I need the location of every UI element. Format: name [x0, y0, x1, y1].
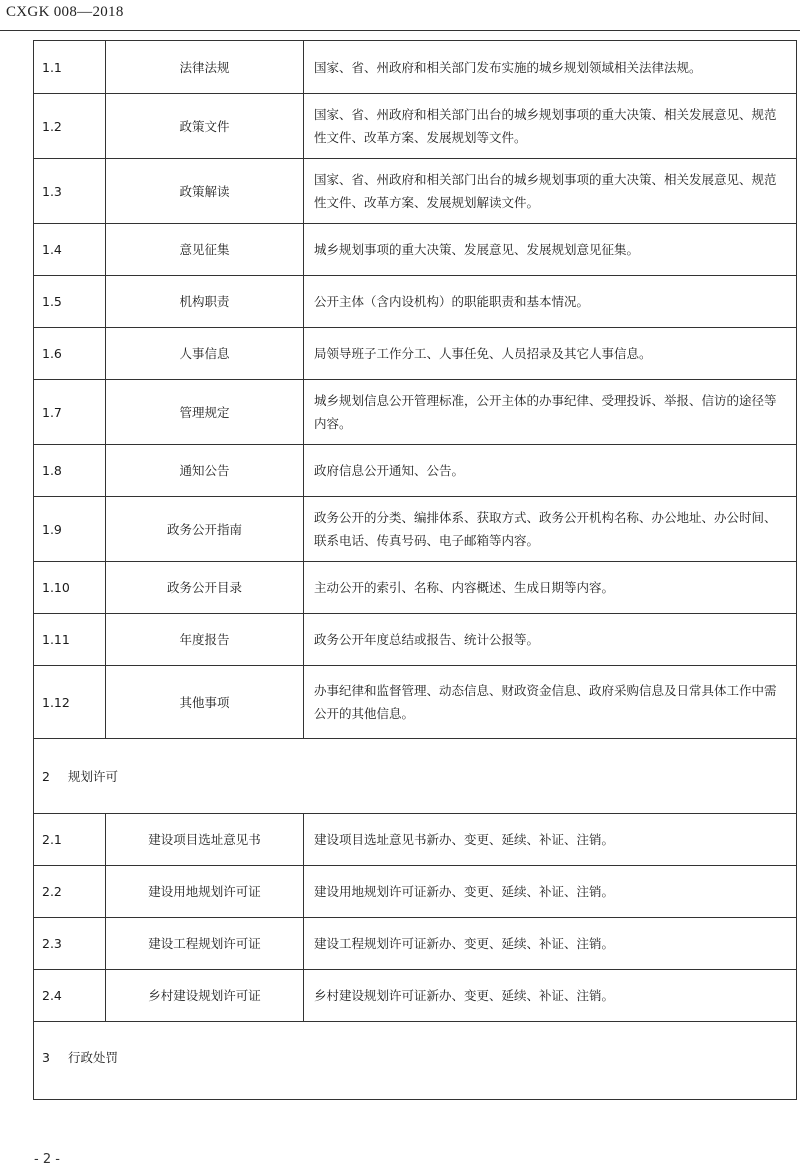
item-name: 建设工程规划许可证 — [106, 918, 304, 970]
item-description: 建设项目选址意见书新办、变更、延续、补证、注销。 — [304, 814, 797, 866]
item-number: 2.4 — [34, 970, 106, 1022]
item-number: 1.9 — [34, 497, 106, 562]
item-description: 政务公开年度总结或报告、统计公报等。 — [304, 614, 797, 666]
section-heading-row — [34, 1022, 797, 1100]
item-description: 公开主体（含内设机构）的职能职责和基本情况。 — [304, 276, 797, 328]
item-name: 政务公开指南 — [106, 497, 304, 562]
item-name: 年度报告 — [106, 614, 304, 666]
section-heading — [34, 739, 797, 814]
item-description: 城乡规划事项的重大决策、发展意见、发展规划意见征集。 — [304, 224, 797, 276]
item-name: 管理规定 — [106, 380, 304, 445]
item-name: 乡村建设规划许可证 — [106, 970, 304, 1022]
section-number: 3 — [42, 1050, 50, 1065]
item-name: 法律法规 — [106, 41, 304, 94]
table-row — [34, 666, 797, 739]
table-row — [34, 276, 797, 328]
item-name: 政务公开目录 — [106, 562, 304, 614]
item-name: 建设用地规划许可证 — [106, 866, 304, 918]
section-title: 规划许可 — [68, 768, 119, 784]
table-row — [34, 814, 797, 866]
item-number: 1.3 — [34, 159, 106, 224]
item-description: 主动公开的索引、名称、内容概述、生成日期等内容。 — [304, 562, 797, 614]
item-description: 建设工程规划许可证新办、变更、延续、补证、注销。 — [304, 918, 797, 970]
item-description: 政务公开的分类、编排体系、获取方式、政务公开机构名称、办公地址、办公时间、联系电话、传真号码、电子邮箱等内容。 — [304, 497, 797, 562]
item-description: 城乡规划信息公开管理标准，公开主体的办事纪律、受理投诉、举报、信访的途径等内容。 — [304, 380, 797, 445]
table-row — [34, 445, 797, 497]
section-heading — [34, 1022, 797, 1100]
table-row — [34, 866, 797, 918]
item-name: 人事信息 — [106, 328, 304, 380]
item-name: 机构职责 — [106, 276, 304, 328]
table-row — [34, 224, 797, 276]
section-number: 2 — [42, 768, 50, 784]
table-row — [34, 970, 797, 1022]
item-number: 2.3 — [34, 918, 106, 970]
item-name: 其他事项 — [106, 666, 304, 739]
item-description: 局领导班子工作分工、人事任免、人员招录及其它人事信息。 — [304, 328, 797, 380]
section-heading-row — [34, 739, 797, 814]
table-row — [34, 159, 797, 224]
section-title: 行政处罚 — [68, 1050, 119, 1065]
disclosure-table — [33, 40, 797, 1100]
item-number: 2.1 — [34, 814, 106, 866]
item-number: 1.5 — [34, 276, 106, 328]
item-description: 乡村建设规划许可证新办、变更、延续、补证、注销。 — [304, 970, 797, 1022]
item-number: 1.4 — [34, 224, 106, 276]
table-row — [34, 614, 797, 666]
item-description: 建设用地规划许可证新办、变更、延续、补证、注销。 — [304, 866, 797, 918]
item-description: 办事纪律和监督管理、动态信息、财政资金信息、政府采购信息及日常具体工作中需公开的其他信息。 — [304, 666, 797, 739]
page-number: - 2 - — [34, 1152, 60, 1167]
item-description: 国家、省、州政府和相关部门出台的城乡规划事项的重大决策、相关发展意见、规范性文件、改革方案、发展规划解读文件。 — [304, 159, 797, 224]
header-divider — [0, 30, 800, 31]
table-row — [34, 41, 797, 94]
table-row — [34, 497, 797, 562]
table-row — [34, 328, 797, 380]
item-description: 政府信息公开通知、公告。 — [304, 445, 797, 497]
item-number: 1.11 — [34, 614, 106, 666]
item-name: 政策解读 — [106, 159, 304, 224]
item-number: 1.6 — [34, 328, 106, 380]
item-name: 建设项目选址意见书 — [106, 814, 304, 866]
table-row — [34, 918, 797, 970]
item-number: 1.2 — [34, 94, 106, 159]
item-number: 1.7 — [34, 380, 106, 445]
table-row — [34, 380, 797, 445]
item-number: 1.10 — [34, 562, 106, 614]
item-description: 国家、省、州政府和相关部门出台的城乡规划事项的重大决策、相关发展意见、规范性文件、改革方案、发展规划等文件。 — [304, 94, 797, 159]
item-number: 1.12 — [34, 666, 106, 739]
item-description: 国家、省、州政府和相关部门发布实施的城乡规划领域相关法律法规。 — [304, 41, 797, 94]
table-row — [34, 94, 797, 159]
table-row — [34, 562, 797, 614]
item-number: 1.8 — [34, 445, 106, 497]
item-name: 通知公告 — [106, 445, 304, 497]
item-name: 政策文件 — [106, 94, 304, 159]
item-number: 1.1 — [34, 41, 106, 94]
item-number: 2.2 — [34, 866, 106, 918]
document-code: CXGK 008—2018 — [6, 4, 124, 20]
item-name: 意见征集 — [106, 224, 304, 276]
